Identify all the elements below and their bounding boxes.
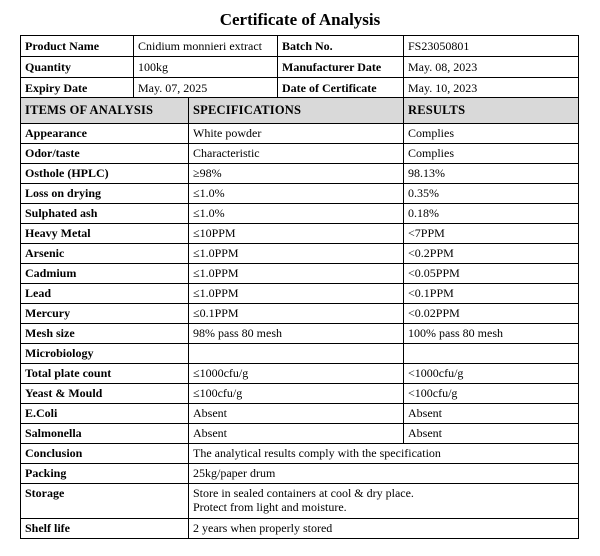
item-name: Yeast & Mould [21,384,189,404]
item-name: Osthole (HPLC) [21,164,189,184]
analysis-row [21,344,579,364]
result-value: 98.13% [404,164,579,184]
analysis-table [20,97,579,539]
specification-value: White powder [189,124,404,144]
info-row [21,36,579,57]
shelf-life-row [21,519,579,539]
expiry-date-label: Expiry Date [21,78,134,99]
result-value: <0.2PPM [404,244,579,264]
document-title: Certificate of Analysis [219,10,381,29]
analysis-row [21,264,579,284]
packing-row [21,464,579,484]
specification-value: 98% pass 80 mesh [189,324,404,344]
specification-value: ≤1.0% [189,204,404,224]
item-name: Microbiology [21,344,189,364]
storage-line-2: Protect from light and moisture. [193,500,347,514]
storage-line-1: Store in sealed containers at cool & dry place. [193,486,414,500]
result-value: <7PPM [404,224,579,244]
result-value: <100cfu/g [404,384,579,404]
result-value: <1000cfu/g [404,364,579,384]
analysis-header-row [21,98,579,124]
analysis-row [21,204,579,224]
result-value [404,344,579,364]
specification-value: ≤1.0% [189,184,404,204]
info-row [21,78,579,99]
analysis-row [21,364,579,384]
analysis-row [21,124,579,144]
analysis-row [21,184,579,204]
batch-no-label: Batch No. [278,36,404,57]
item-name: Lead [21,284,189,304]
conclusion-row [21,444,579,464]
specifications-header: SPECIFICATIONS [189,98,404,124]
certificate-date-value: May. 10, 2023 [404,78,579,99]
item-name: Heavy Metal [21,224,189,244]
result-value: 0.18% [404,204,579,224]
items-header: ITEMS OF ANALYSIS [21,98,189,124]
expiry-date-value: May. 07, 2025 [134,78,278,99]
packing-value: 25kg/paper drum [189,464,579,484]
item-name: E.Coli [21,404,189,424]
quantity-label: Quantity [21,57,134,78]
result-value: <0.1PPM [404,284,579,304]
shelf-life-value: 2 years when properly stored [189,519,579,539]
analysis-row [21,244,579,264]
analysis-row [21,224,579,244]
specification-value: Absent [189,424,404,444]
specification-value: ≤10PPM [189,224,404,244]
analysis-row [21,424,579,444]
analysis-row [21,404,579,424]
storage-value [189,484,579,519]
analysis-row [21,304,579,324]
specification-value: ≤1000cfu/g [189,364,404,384]
item-name: Odor/taste [21,144,189,164]
result-value: 100% pass 80 mesh [404,324,579,344]
result-value: Absent [404,424,579,444]
analysis-row [21,284,579,304]
storage-label: Storage [21,484,189,519]
analysis-row [21,164,579,184]
specification-value: ≥98% [189,164,404,184]
specification-value: Characteristic [189,144,404,164]
info-row [21,57,579,78]
analysis-rows [21,124,579,444]
analysis-row [21,324,579,344]
specification-value [189,344,404,364]
product-name-value: Cnidium monnieri extract [134,36,278,57]
specification-value: ≤100cfu/g [189,384,404,404]
item-name: Mercury [21,304,189,324]
analysis-row [21,144,579,164]
item-name: Arsenic [21,244,189,264]
specification-value: ≤1.0PPM [189,264,404,284]
specification-value: Absent [189,404,404,424]
product-name-label: Product Name [21,36,134,57]
item-name: Salmonella [21,424,189,444]
result-value: Absent [404,404,579,424]
specification-value: ≤1.0PPM [189,284,404,304]
results-header: RESULTS [404,98,579,124]
item-name: Total plate count [21,364,189,384]
item-name: Sulphated ash [21,204,189,224]
specification-value: ≤1.0PPM [189,244,404,264]
manufacturer-date-value: May. 08, 2023 [404,57,579,78]
packing-label: Packing [21,464,189,484]
manufacturer-date-label: Manufacturer Date [278,57,404,78]
conclusion-value: The analytical results comply with the specification [189,444,579,464]
item-name: Appearance [21,124,189,144]
conclusion-label: Conclusion [21,444,189,464]
storage-row [21,484,579,519]
analysis-row [21,384,579,404]
batch-no-value: FS23050801 [404,36,579,57]
product-info-table [20,35,579,99]
result-value: <0.05PPM [404,264,579,284]
result-value: Complies [404,144,579,164]
result-value: 0.35% [404,184,579,204]
certificate-date-label: Date of Certificate [278,78,404,99]
item-name: Cadmium [21,264,189,284]
item-name: Loss on drying [21,184,189,204]
result-value: Complies [404,124,579,144]
item-name: Mesh size [21,324,189,344]
quantity-value: 100kg [134,57,278,78]
specification-value: ≤0.1PPM [189,304,404,324]
result-value: <0.02PPM [404,304,579,324]
shelf-life-label: Shelf life [21,519,189,539]
